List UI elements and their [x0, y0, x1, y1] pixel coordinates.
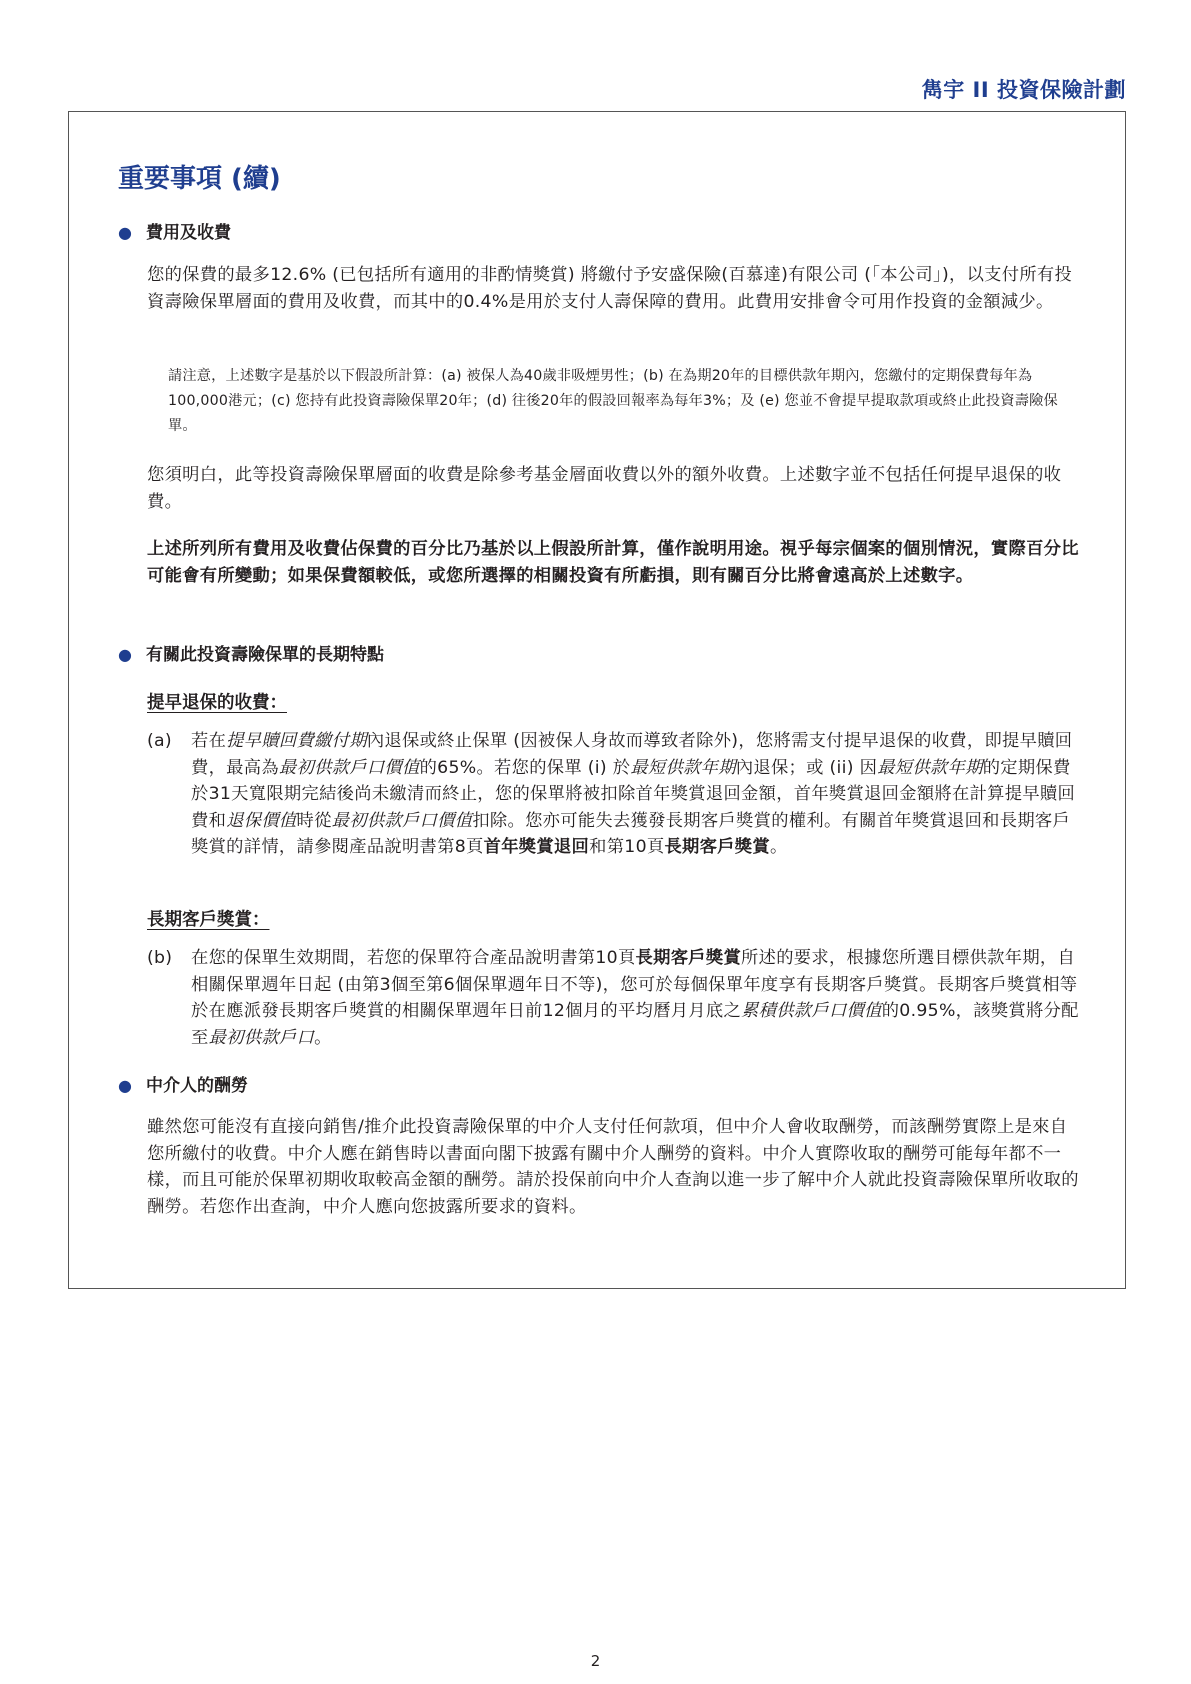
bullet-longterm: [118, 640, 384, 665]
item-a-text: 若在提早贖回費繳付期內退保或終止保單 (因被保人身故而導致者除外)，您將需支付提早退保的收費，即提早贖回費，最高為最初供款戶口價值的65%。若您的保單 (i) 於最短供款年期內退保；或 (ii) 因最短供款年期的定期保費於31天寬限期完結後尚未繳清而終止，您的保單將被扣除首年獎賞退回金額，首年獎賞退回金額將在計算提早贖回費和退保價值時從最初供款戶口價值扣除。您亦可能失去獲發長期客戶獎賞的權利。有關首年獎賞退回和長期客戶獎賞的詳情，請參閱產品說明書第8頁首年獎賞退回和第10頁長期客戶獎賞。: [191, 731, 1076, 857]
section-title: 重要事項 (續): [118, 164, 281, 194]
bullet-dot-icon: ●: [118, 223, 132, 242]
bullet-dot-icon: ●: [118, 645, 132, 664]
bullet-longterm-label: 有關此投資壽險保單的長期特點: [145, 645, 384, 665]
page-number: 2: [590, 1652, 601, 1670]
bullet-dot-icon: ●: [118, 1076, 132, 1095]
fees-paragraph-1: 您的保費的最多12.6% (已包括所有適用的非酌情獎賞) 將繳付予安盛保險(百慕達)有限公司 (「本公司」)，以支付所有投資壽險保單層面的費用及收費，而其中的0.4%是用於支付人壽保障的費用。此費用安排會令可用作投資的金額減少。: [147, 265, 1073, 312]
item-a: [147, 728, 1080, 861]
item-a-label: (a): [147, 731, 172, 751]
document-title: 雋宇 II 投資保險計劃: [921, 78, 1126, 102]
bullet-fees-label: 費用及收費: [145, 223, 231, 243]
bullet-fees: [118, 218, 231, 243]
item-b-label: (b): [147, 948, 173, 968]
fees-disclaimer: 上述所列所有費用及收費佔保費的百分比乃基於以上假設所計算，僅作說明用途。視乎每宗個案的個別情況，實際百分比可能會有所變動；如果保費額較低，或您所選擇的相關投資有所虧損，則有關百分比將會遠高於上述數字。: [147, 539, 1079, 586]
loyalty-bonus-heading: 長期客戶獎賞：: [147, 910, 270, 930]
surrender-charge-heading: 提早退保的收費：: [147, 693, 287, 713]
item-b: [147, 945, 1080, 1051]
item-b-text: 在您的保單生效期間，若您的保單符合產品說明書第10頁長期客戶獎賞所述的要求，根據您所選目標供款年期，自相關保單週年日起 (由第3個至第6個保單週年日不等)，您可於每個保單年度享有長期客戶獎賞。長期客戶獎賞相等於在應派發長期客戶獎賞的相關保單週年日前12個月的平均曆月月底之累積供款戶口價值的0.95%，該獎賞將分配至最初供款戶口。: [191, 948, 1079, 1048]
fees-paragraph-2: 您須明白，此等投資壽險保單層面的收費是除參考基金層面收費以外的額外收費。上述數字並不包括任何提早退保的收費。: [147, 465, 1062, 512]
fees-assumption-note: 請注意，上述數字是基於以下假設所計算：(a) 被保人為40歲非吸煙男性；(b) 在為期20年的目標供款年期內，您繳付的定期保費每年為100,000港元；(c) 您持有此投資壽險保單20年；(d) 往後20年的假設回報率為每年3%；及 (e) 您並不會提早提取款項或終止此投資壽險保單。: [168, 368, 1058, 434]
bullet-remuneration: [118, 1071, 248, 1096]
bullet-remuneration-label: 中介人的酬勞: [145, 1076, 248, 1096]
remuneration-paragraph: 雖然您可能沒有直接向銷售/推介此投資壽險保單的中介人支付任何款項，但中介人會收取酬勞，而該酬勞實際上是來自您所繳付的收費。中介人應在銷售時以書面向閣下披露有關中介人酬勞的資料。中介人實際收取的酬勞可能每年都不一樣，而且可能於保單初期收取較高金額的酬勞。請於投保前向中介人查詢以進一步了解中介人就此投資壽險保單所收取的酬勞。若您作出查詢，中介人應向您披露所要求的資料。: [147, 1117, 1079, 1217]
